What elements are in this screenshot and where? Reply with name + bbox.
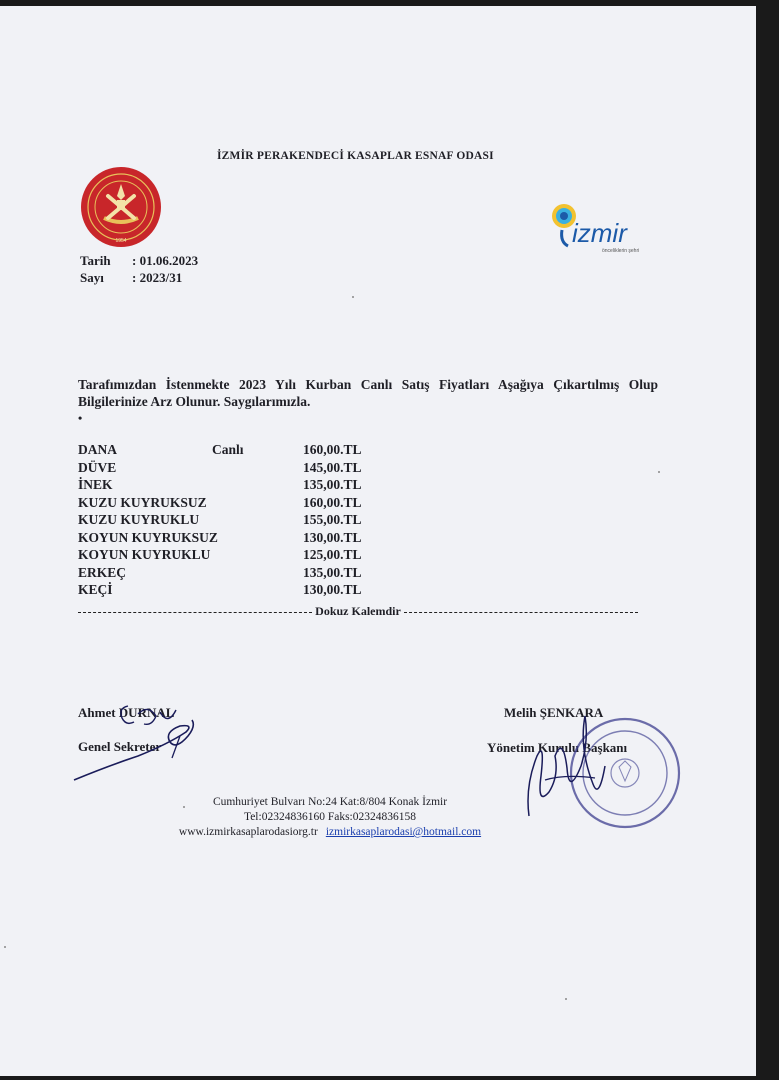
scan-speck: [4, 946, 6, 948]
animal-name: DÜVE: [78, 460, 117, 475]
email-link[interactable]: izmirkasaplarodasi@hotmail.com: [325, 826, 482, 838]
animal-name: ERKEÇ: [78, 565, 127, 580]
animal-price: 135,00.TL: [303, 565, 362, 580]
intro-paragraph: Tarafımızdan İstenmekte 2023 Yılı Kurban Canlı Satış Fiyatları Aşağıya Çıkartılmış Olup Bilgilerinize Arz Olunur. Saygılarımızla.: [78, 377, 658, 409]
animal-price: 160,00.TL: [303, 495, 362, 510]
president-title: Yönetim Kurulu Başkanı: [487, 740, 628, 755]
president-name: Melih ŞENKARA: [504, 705, 604, 720]
date-line: [80, 253, 198, 269]
animal-price: 130,00.TL: [303, 530, 362, 545]
scan-speck: [565, 998, 567, 1000]
secretary-signature-icon: [68, 696, 203, 786]
scan-speck: [183, 806, 185, 808]
date-label: Tarih: [80, 253, 111, 268]
footer-contacts: [0, 826, 660, 838]
animal-price: 155,00.TL: [303, 512, 362, 527]
chamber-seal-icon: [80, 166, 162, 248]
ref-value: : 2023/31: [132, 270, 183, 285]
animal-name: KEÇİ: [78, 582, 113, 597]
ref-line: [80, 270, 182, 286]
dashed-rule-right: [404, 612, 638, 613]
animal-price: 160,00.TL: [303, 442, 362, 457]
animal-name: İNEK: [78, 477, 113, 492]
animal-price: 135,00.TL: [303, 477, 362, 492]
animal-name: KUZU KUYRUKSUZ: [78, 495, 207, 510]
seal-year: 1954: [115, 238, 127, 244]
scan-speck: [352, 296, 354, 298]
animal-name: DANA: [78, 442, 117, 457]
secretary-title: Genel Sekreter: [78, 739, 162, 754]
logo-tagline: önceliklerin şehri: [602, 248, 640, 254]
document-page: [0, 6, 756, 1076]
animal-price: 125,00.TL: [303, 547, 362, 562]
animal-name: KOYUN KUYRUKSUZ: [78, 530, 218, 545]
bullet-mark: •: [78, 411, 83, 425]
scan-speck: [658, 471, 660, 473]
organization-title: İZMİR PERAKENDECİ KASAPLAR ESNAF ODASI: [217, 150, 494, 162]
item-count-text: Dokuz Kalemdir: [315, 604, 401, 618]
logo-wordmark: izmir: [572, 218, 627, 248]
item-count-line: [78, 604, 638, 619]
animal-price: 145,00.TL: [303, 460, 362, 475]
website-link[interactable]: www.izmirkasaplarodasiorg.tr: [178, 826, 318, 838]
animal-name: KOYUN KUYRUKLU: [78, 547, 211, 562]
izmir-municipality-logo-icon: [546, 196, 656, 254]
footer-address: Cumhuriyet Bulvarı No:24 Kat:8/804 Konak İzmir: [212, 796, 448, 808]
animal-price: 130,00.TL: [303, 582, 362, 597]
sale-type: Canlı: [212, 442, 244, 457]
ref-label: Sayı: [80, 270, 104, 285]
secretary-name: Ahmet DURNAL: [78, 705, 175, 720]
footer-phone-fax: Tel:02324836160 Faks:02324836158: [243, 811, 416, 823]
date-value: : 01.06.2023: [132, 253, 199, 268]
animal-name: KUZU KUYRUKLU: [78, 512, 200, 527]
dashed-rule-left: [78, 612, 312, 613]
